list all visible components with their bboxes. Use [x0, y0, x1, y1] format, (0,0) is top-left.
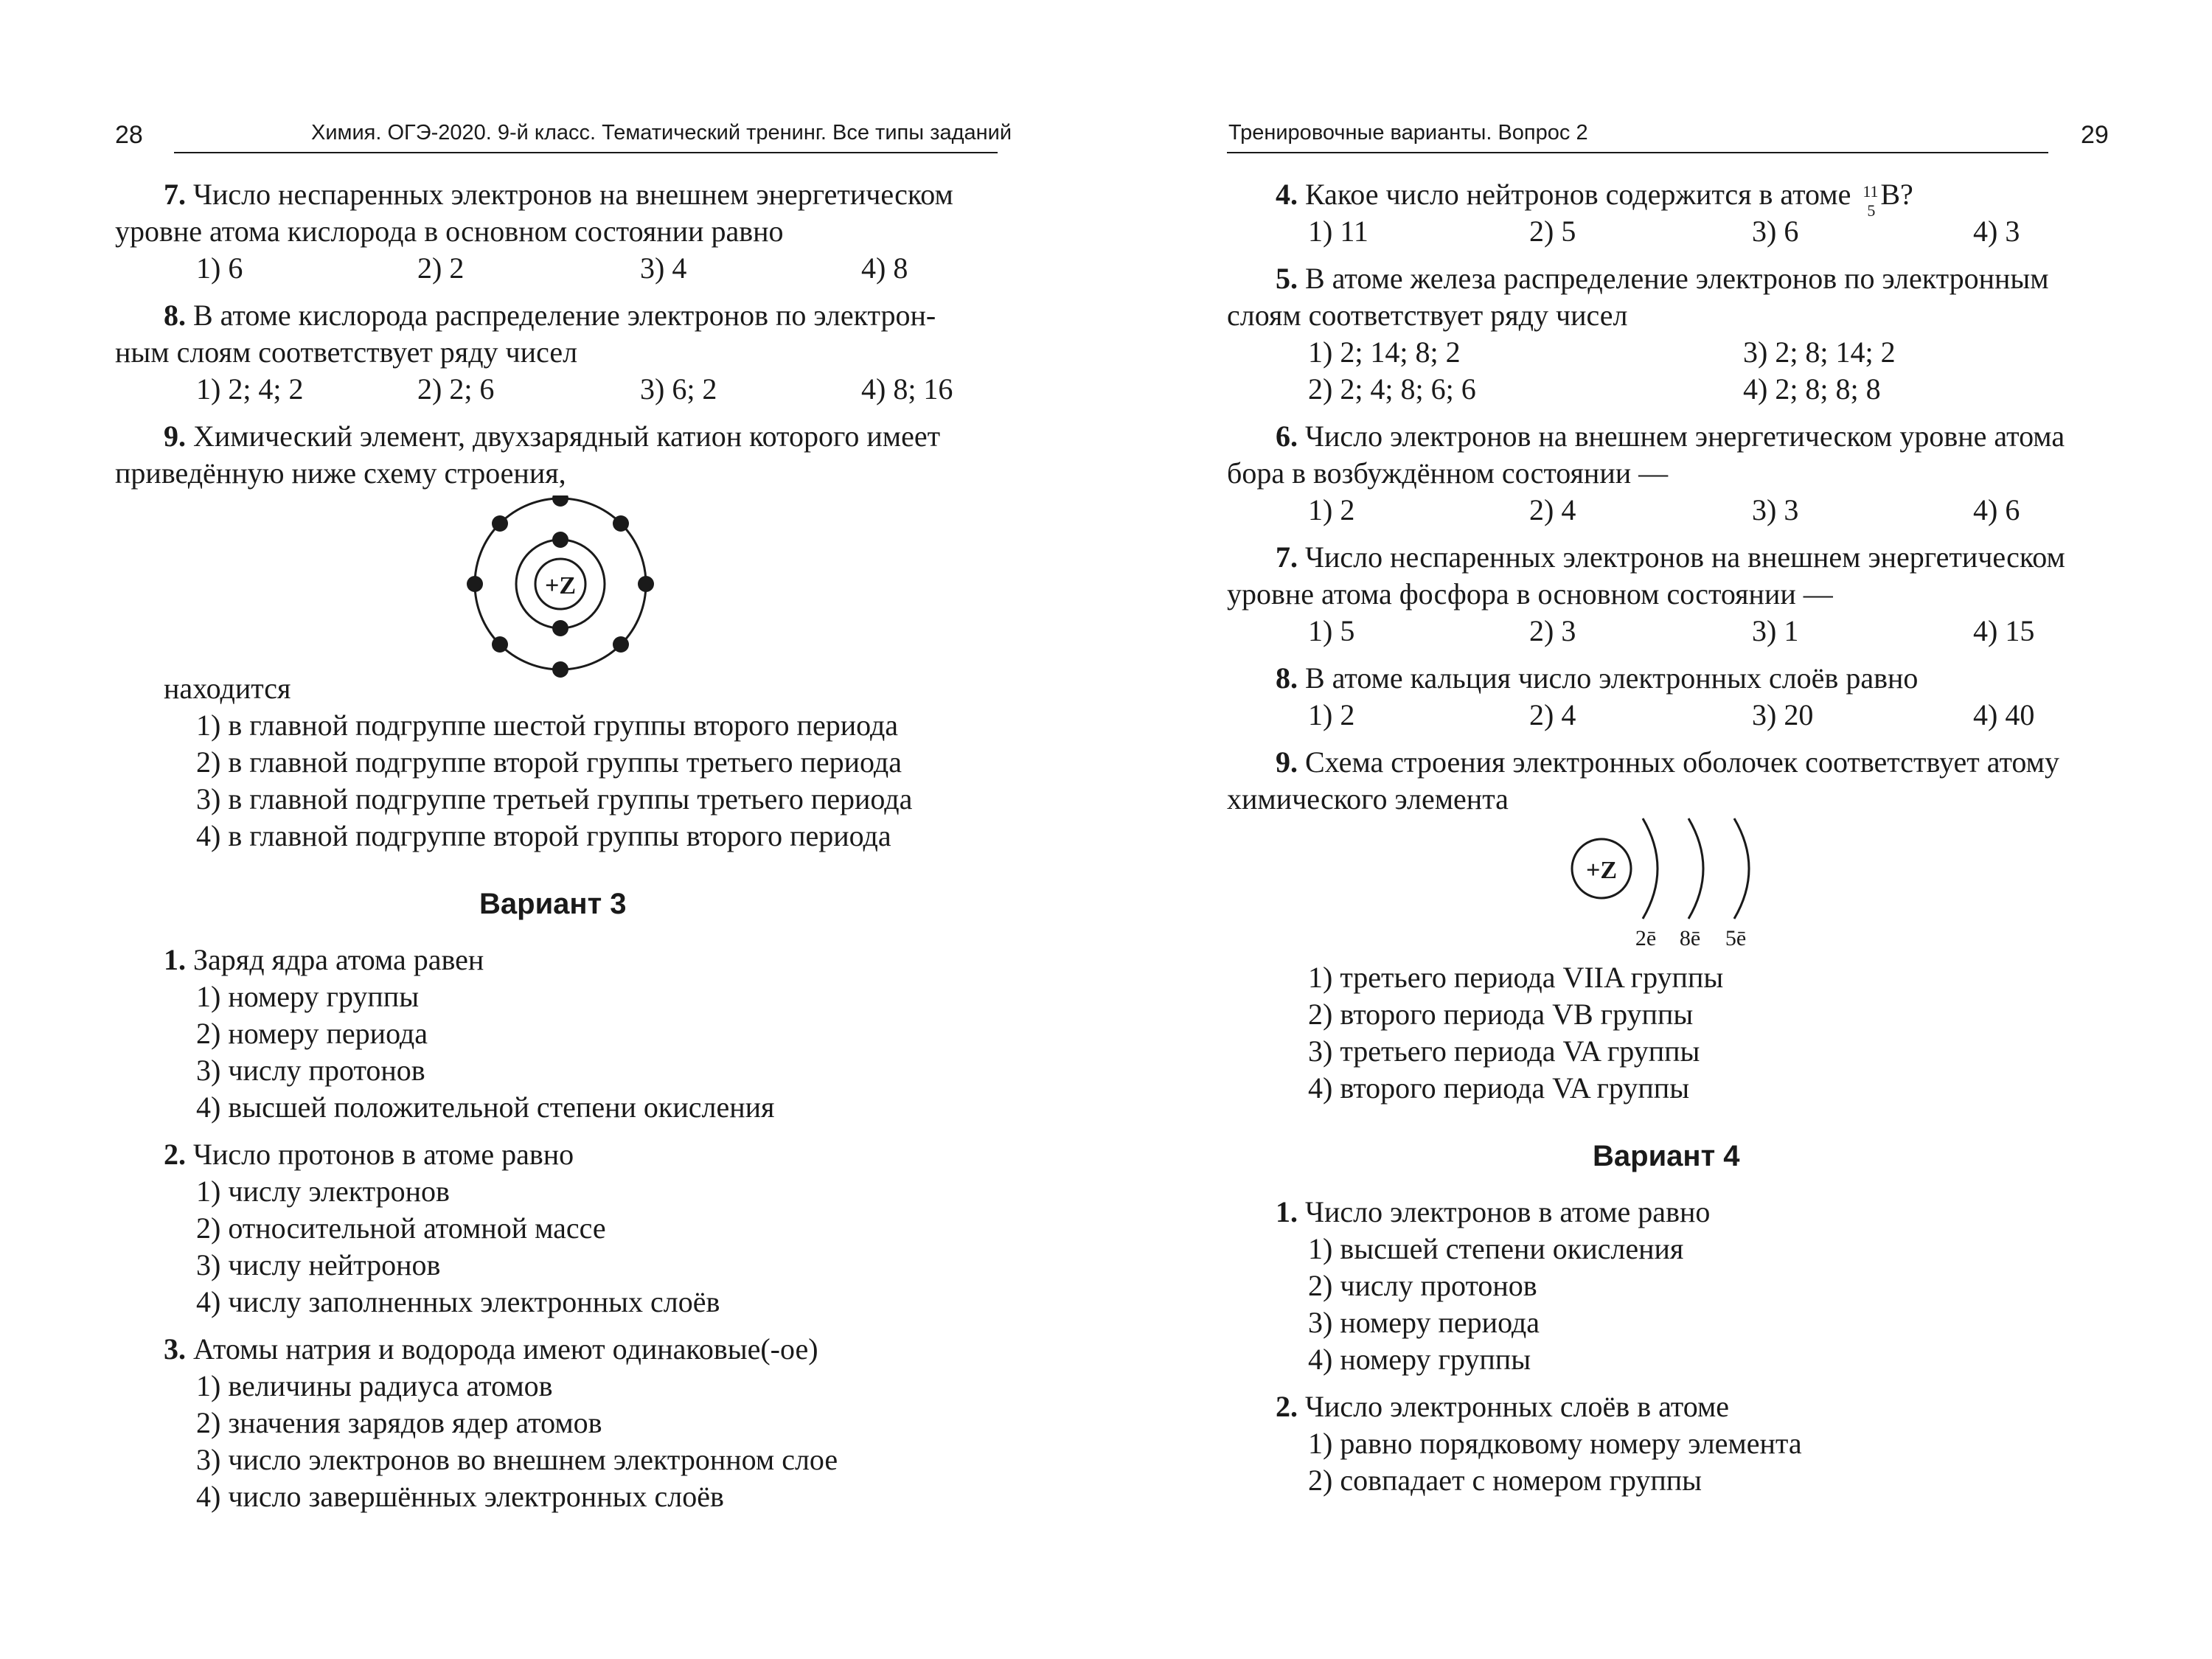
answer-option[interactable]: 2) 2; 6 — [417, 372, 495, 406]
question-text: Число протонов в атоме равно — [193, 1138, 574, 1171]
answer-option[interactable]: 3) числу протонов — [196, 1054, 425, 1087]
running-head: Химия. ОГЭ-2020. 9-й класс. Тематический тренинг. Все типы заданий — [311, 121, 1012, 145]
answer-option[interactable]: 3) в главной подгруппе третьей группы третьего периода — [196, 782, 913, 815]
answer-option[interactable]: 2) 2 — [417, 251, 465, 285]
atom-shell-diagram — [465, 495, 656, 687]
header-rule — [174, 152, 998, 153]
electron-shell-diagram — [1563, 811, 1784, 959]
header-rule — [1227, 152, 2048, 153]
answer-option[interactable]: 1) 2 — [1308, 698, 1355, 731]
electron — [492, 515, 508, 532]
question-text: Атомы натрия и водорода имеют одинаковые(-ое) — [193, 1332, 818, 1366]
answer-option[interactable]: 4) высшей положительной степени окисления — [196, 1091, 775, 1124]
answer-option[interactable]: 4) 3 — [1973, 215, 2020, 248]
electron — [492, 636, 508, 653]
question-text-cont: слоям соответствует ряду чисел — [1227, 299, 1628, 332]
electron — [552, 495, 568, 507]
question-text: Схема строения электронных оболочек соответствует атому — [1305, 745, 2059, 779]
question-8 — [164, 298, 936, 333]
question-text: Число электронов на внешнем энергетическом уровне атома — [1305, 420, 2065, 453]
shell-arc-1 — [1643, 818, 1658, 919]
question-number: 8. — [1276, 661, 1298, 695]
answer-option[interactable]: 2) числу протонов — [1308, 1269, 1537, 1302]
running-head: Тренировочные варианты. Вопрос 2 — [1228, 121, 1588, 145]
question-number: 7. — [1276, 540, 1298, 574]
question-text-cont: уровне атома кислорода в основном состоянии равно — [115, 215, 784, 248]
electron — [613, 636, 629, 653]
question-number: 5. — [1276, 262, 1298, 295]
question-text: Число неспаренных электронов на внешнем энергетическом — [193, 178, 953, 211]
question-text: Число неспаренных электронов на внешнем энергетическом — [1305, 540, 2065, 574]
answer-option[interactable]: 4) второго периода VA группы — [1308, 1071, 1690, 1105]
question-6 — [1276, 419, 2065, 454]
answer-option[interactable]: 4) в главной подгруппе второй группы второго периода — [196, 819, 891, 852]
answer-option[interactable]: 2) 2; 4; 8; 6; 6 — [1308, 372, 1476, 406]
question-text: В атоме кислорода распределение электронов по электрон- — [193, 299, 936, 332]
answer-option[interactable]: 2) номеру периода — [196, 1017, 428, 1050]
electron — [467, 576, 483, 592]
answer-option[interactable]: 2) 3 — [1529, 614, 1576, 647]
answer-option[interactable]: 1) третьего периода VIIA группы — [1308, 961, 1724, 994]
answer-option[interactable]: 1) в главной подгруппе шестой группы второго периода — [196, 709, 899, 742]
answer-option[interactable]: 1) 2 — [1308, 493, 1355, 526]
question-2 — [164, 1137, 574, 1172]
answer-option[interactable]: 3) 6; 2 — [640, 372, 717, 406]
answer-option[interactable]: 4) 2; 8; 8; 8 — [1743, 372, 1881, 406]
question-number: 4. — [1276, 178, 1298, 211]
electron — [552, 661, 568, 678]
question-text-cont: приведённую ниже схему строения, — [115, 456, 566, 490]
answer-option[interactable]: 3) 3 — [1752, 493, 1799, 526]
electron — [638, 576, 654, 592]
answer-option[interactable]: 1) равно порядковому номеру элемента — [1308, 1427, 1802, 1460]
shell-label: 5ē — [1725, 926, 1747, 950]
question-number: 9. — [164, 420, 186, 453]
nucleus-label: +Z — [544, 572, 577, 599]
question-9 — [164, 419, 940, 454]
answer-option[interactable]: 1) номеру группы — [196, 980, 420, 1013]
question-number: 9. — [1276, 745, 1298, 779]
question-text-cont: бора в возбуждённом состоянии — — [1227, 456, 1669, 490]
question-text-cont: химического элемента — [1227, 782, 1509, 815]
right-page — [1106, 0, 2212, 1659]
answer-option[interactable]: 1) 2; 14; 8; 2 — [1308, 335, 1461, 369]
page-number: 29 — [2081, 121, 2109, 149]
answer-option[interactable]: 3) 1 — [1752, 614, 1799, 647]
question-text: Число электронных слоёв в атоме — [1305, 1390, 1730, 1423]
answer-option[interactable]: 1) величины радиуса атомов — [196, 1369, 553, 1402]
question-4 — [1276, 177, 1913, 220]
answer-option[interactable]: 2) значения зарядов ядер атомов — [196, 1406, 602, 1439]
answer-option[interactable]: 3) 6 — [1752, 215, 1799, 248]
answer-option[interactable]: 3) 2; 8; 14; 2 — [1743, 335, 1896, 369]
answer-option[interactable]: 3) номеру периода — [1308, 1306, 1540, 1339]
question-3 — [164, 1332, 818, 1367]
question-number: 3. — [164, 1332, 186, 1366]
answer-option[interactable]: 1) высшей степени окисления — [1308, 1232, 1684, 1265]
question-number: 7. — [164, 178, 186, 211]
element-symbol: B? — [1880, 178, 1913, 211]
question-text: Какое число нейтронов содержится в атоме — [1305, 178, 1851, 211]
question-text-cont: ным слоям соответствует ряду чисел — [115, 335, 578, 369]
answer-option[interactable]: 4) 6 — [1973, 493, 2020, 526]
shell-label: 8ē — [1679, 926, 1701, 950]
variant-title: Вариант 3 — [479, 888, 627, 920]
answer-option[interactable]: 2) совпадает с номером группы — [1308, 1464, 1703, 1497]
answer-option[interactable]: 1) 2; 4; 2 — [196, 372, 304, 406]
answer-option[interactable]: 4) 8 — [861, 251, 908, 285]
answer-option[interactable]: 2) 5 — [1529, 215, 1576, 248]
question-7 — [1276, 540, 2065, 575]
question-5 — [1276, 261, 2049, 296]
question-text: Химический элемент, двухзарядный катион которого имеет — [193, 420, 941, 453]
answer-option[interactable]: 1) 6 — [196, 251, 243, 285]
answer-option[interactable]: 3) числу нейтронов — [196, 1248, 441, 1281]
question-2 — [1276, 1389, 1729, 1425]
answer-option[interactable]: 1) числу электронов — [196, 1175, 450, 1208]
question-text: Заряд ядра атома равен — [193, 943, 484, 976]
question-number: 2. — [164, 1138, 186, 1171]
nucleus-label: +Z — [1585, 857, 1618, 884]
question-text: В атоме железа распределение электронов по электронным — [1305, 262, 2049, 295]
electron — [552, 532, 568, 548]
answer-option[interactable]: 2) в главной подгруппе второй группы третьего периода — [196, 745, 902, 779]
page-number: 28 — [115, 121, 143, 149]
electron — [613, 515, 629, 532]
answer-option[interactable]: 3) 4 — [640, 251, 687, 285]
answer-option[interactable]: 4) 40 — [1973, 698, 2035, 731]
answer-option[interactable]: 3) 20 — [1752, 698, 1814, 731]
answer-option[interactable]: 4) 15 — [1973, 614, 2035, 647]
answer-option[interactable]: 4) номеру группы — [1308, 1343, 1531, 1376]
answer-option[interactable]: 1) 11 — [1308, 215, 1368, 248]
answer-option[interactable]: 2) второго периода VB группы — [1308, 998, 1694, 1031]
answer-option[interactable]: 4) число завершённых электронных слоёв — [196, 1480, 724, 1513]
question-number: 8. — [164, 299, 186, 332]
question-1 — [164, 942, 484, 978]
atomic-number: 5 — [1867, 201, 1876, 220]
shell-label: 2ē — [1635, 926, 1657, 950]
question-text: Число электронов в атоме равно — [1305, 1195, 1711, 1228]
question-text: В атоме кальция число электронных слоёв равно — [1305, 661, 1919, 695]
mass-number: 11 — [1863, 182, 1879, 201]
shell-arc-3 — [1734, 818, 1749, 919]
answer-option[interactable]: 2) относительной атомной массе — [196, 1211, 606, 1245]
answer-option[interactable]: 1) 5 — [1308, 614, 1355, 647]
question-text-cont: уровне атома фосфора в основном состоянии — — [1227, 577, 1833, 611]
answer-option[interactable]: 4) 8; 16 — [861, 372, 953, 406]
answer-option[interactable]: 3) число электронов во внешнем электронном слое — [196, 1443, 838, 1476]
answer-option[interactable]: 3) третьего периода VA группы — [1308, 1034, 1700, 1068]
electron — [552, 620, 568, 636]
question-number: 2. — [1276, 1390, 1298, 1423]
answer-option[interactable]: 2) 4 — [1529, 698, 1576, 731]
shell-arc-2 — [1688, 818, 1703, 919]
question-1 — [1276, 1194, 1710, 1230]
question-number: 6. — [1276, 420, 1298, 453]
question-7 — [164, 177, 953, 212]
question-8 — [1276, 661, 1918, 696]
isotope-notation — [1858, 177, 1880, 220]
variant-title: Вариант 4 — [1593, 1140, 1740, 1172]
question-number: 1. — [1276, 1195, 1298, 1228]
answer-option[interactable]: 2) 4 — [1529, 493, 1576, 526]
question-text-cont: находится — [164, 672, 291, 705]
question-9 — [1276, 745, 2059, 780]
question-number: 1. — [164, 943, 186, 976]
answer-option[interactable]: 4) числу заполненных электронных слоёв — [196, 1285, 720, 1318]
